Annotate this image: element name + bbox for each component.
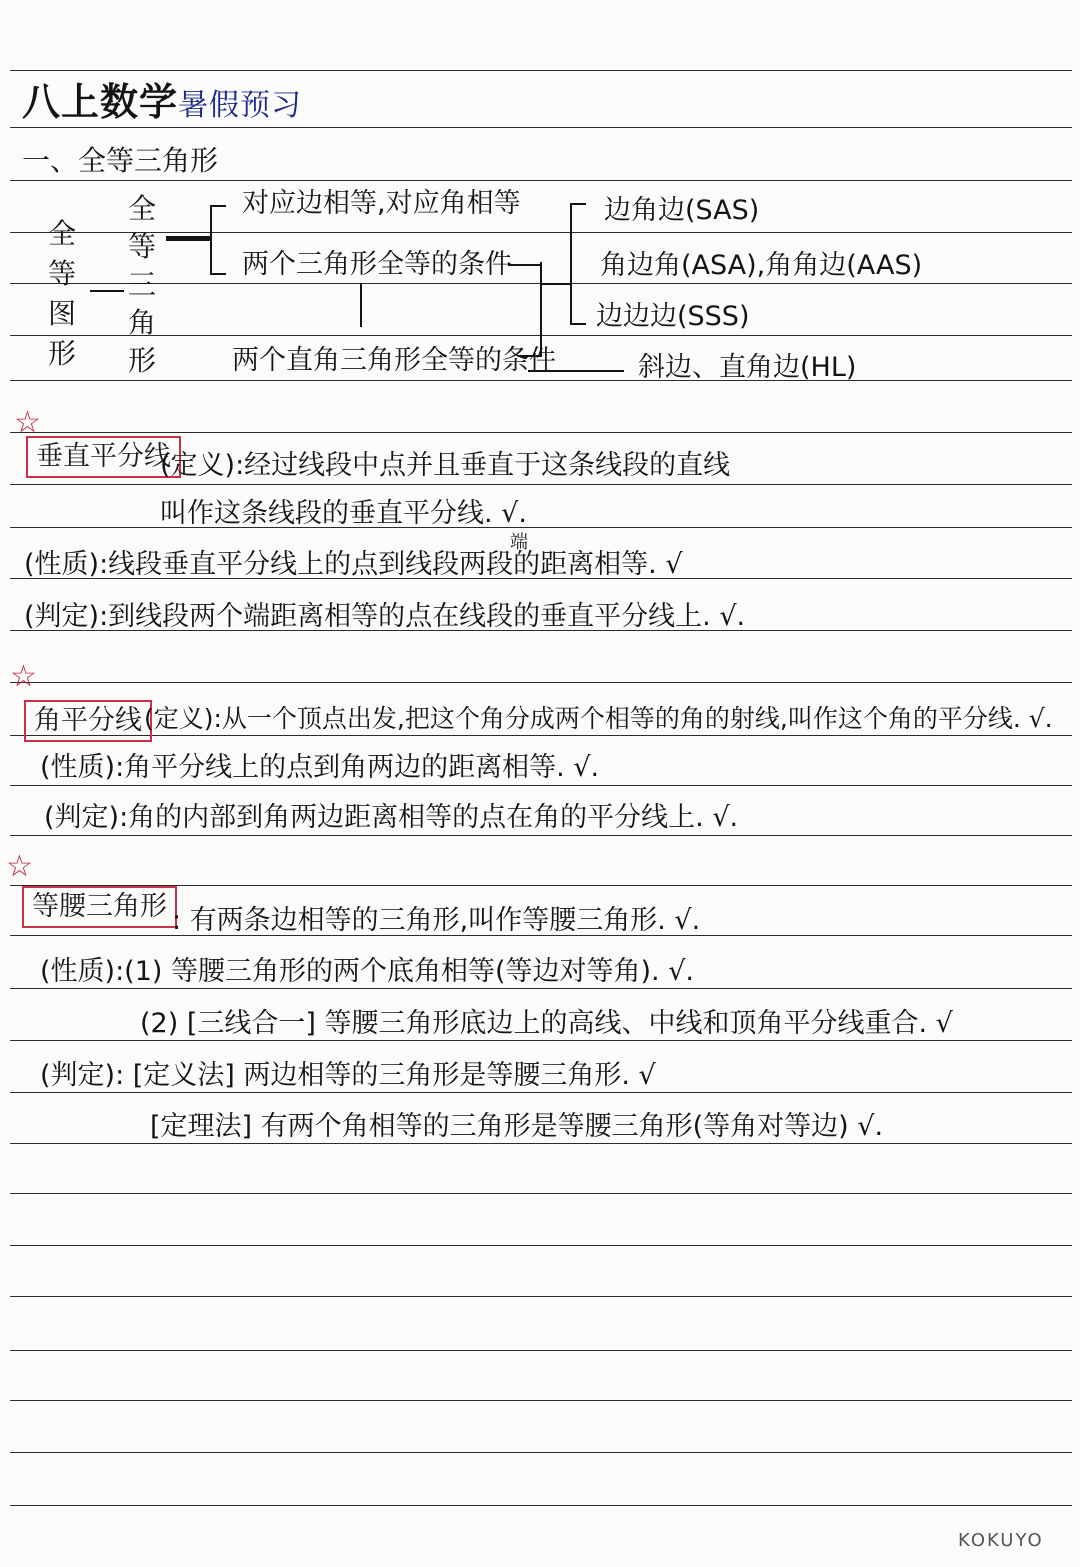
asa-aas: 角边角(ASA),角角边(AAS) <box>600 250 923 281</box>
ruled-line <box>10 432 1072 433</box>
ruled-line <box>10 1245 1072 1246</box>
bracket <box>570 203 586 325</box>
label-perp-bisector: 垂直平分线 <box>26 436 181 478</box>
connector-line <box>540 283 570 285</box>
insert-mark: 端 <box>510 532 528 553</box>
perp-judge: (判定):到线段两个端距离相等的点在线段的垂直平分线上. √. <box>24 601 746 632</box>
perp-def-1: (定义):经过线段中点并且垂直于这条线段的直线 <box>160 450 731 481</box>
ruled-line <box>10 70 1072 71</box>
star-icon: ☆ <box>10 659 37 694</box>
perp-def-2: 叫作这条线段的垂直平分线. √. <box>160 498 527 529</box>
ruled-line <box>10 1143 1072 1144</box>
page-title <box>22 80 303 124</box>
ruled-line <box>10 835 1072 836</box>
ruled-line <box>10 484 1072 485</box>
connector-line <box>360 283 362 327</box>
ruled-line <box>10 735 1072 736</box>
iso-prop-2: (2) [三线合一] 等腰三角形底边上的高线、中线和顶角平分线重合. √ <box>140 1008 953 1039</box>
connector-line <box>90 290 124 292</box>
ruled-line <box>10 682 1072 683</box>
connector-line <box>528 370 624 372</box>
brand-logo: KOKUYO <box>958 1530 1044 1551</box>
connector-line <box>508 264 542 266</box>
title-sub: 暑假预习 <box>178 88 303 123</box>
ruled-line <box>10 1040 1072 1041</box>
label-angle-bisector: 角平分线 <box>24 700 152 742</box>
ruled-line <box>10 180 1072 181</box>
bracket <box>540 262 542 356</box>
ruled-line <box>10 1452 1072 1453</box>
ruled-line <box>10 1350 1072 1351</box>
diagram-def: 对应边相等,对应角相等 <box>242 188 521 219</box>
angle-judge: (判定):角的内部到角两边距离相等的点在角的平分线上. √. <box>44 802 739 833</box>
ruled-line <box>10 1296 1072 1297</box>
ruled-line <box>10 127 1072 128</box>
ruled-line <box>10 232 1072 233</box>
ruled-line <box>10 1400 1072 1401</box>
ruled-line <box>10 785 1072 786</box>
ruled-line <box>10 380 1072 381</box>
perp-prop: (性质):线段垂直平分线上的点到线段两段的距离相等. √ <box>24 549 683 580</box>
iso-prop-1: (性质):(1) 等腰三角形的两个底角相等(等边对等角). √. <box>40 956 695 987</box>
diagram-cond: 两个三角形全等的条件 <box>242 249 512 280</box>
iso-judge-2: [定理法] 有两个角相等的三角形是等腰三角形(等角对等边) √. <box>150 1111 884 1142</box>
title-main: 八上数学 <box>22 80 179 124</box>
diagram-right-cond: 两个直角三角形全等的条件 <box>232 345 556 376</box>
angle-prop: (性质):角平分线上的点到角两边的距离相等. √. <box>40 752 600 783</box>
connector-line <box>166 236 210 241</box>
diagram-mid: 全等三角形 <box>127 192 156 377</box>
ruled-line <box>10 1193 1072 1194</box>
sas: 边角边(SAS) <box>604 195 760 226</box>
star-icon: ☆ <box>6 849 33 884</box>
bracket <box>210 205 226 275</box>
iso-def: : 有两条边相等的三角形,叫作等腰三角形. √. <box>172 905 701 936</box>
ruled-line <box>10 1505 1072 1506</box>
angle-def: (定义):从一个顶点出发,把这个角分成两个相等的角的射线,叫作这个角的平分线. √. <box>144 704 1053 733</box>
sss: 边边边(SSS) <box>596 301 750 332</box>
connector-line <box>518 355 542 357</box>
ruled-line <box>10 1092 1072 1093</box>
star-icon: ☆ <box>14 405 41 440</box>
section-heading: 一、全等三角形 <box>22 144 219 177</box>
label-isosceles: 等腰三角形 <box>22 886 177 928</box>
diagram-root: 全等图形 <box>47 217 76 370</box>
iso-judge-1: (判定): [定义法] 两边相等的三角形是等腰三角形. √ <box>40 1060 656 1091</box>
hl: 斜边、直角边(HL) <box>638 352 857 383</box>
ruled-line <box>10 988 1072 989</box>
